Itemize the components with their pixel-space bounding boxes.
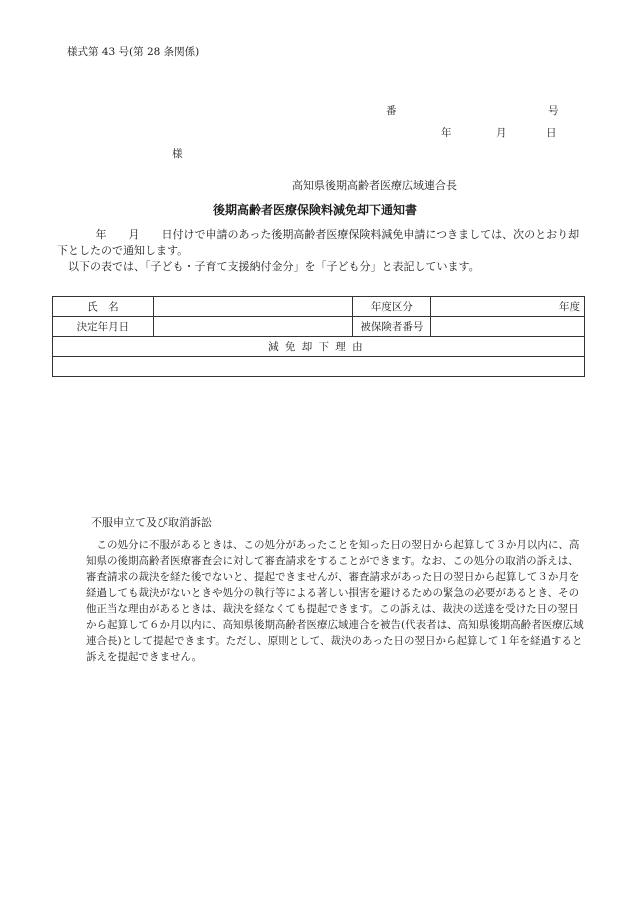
table-row xyxy=(53,297,585,317)
name-value xyxy=(153,297,353,317)
form-number: 様式第 43 号(第 28 条関係) xyxy=(67,46,200,58)
ban-label: 番 xyxy=(386,105,397,117)
reason-body xyxy=(53,357,585,377)
notice-table xyxy=(52,296,585,377)
appeal-text: この処分に不服があるときは、この処分があったことを知った日の翌日から起算して３か月以内に、高知県の後期高齢者医療審査会に対して審査請求をすることができます。なお、この処分の取消の訴えは、審査請求の裁決を経た後でないと、提起できませんが、審査請求があった日の翌日から起算して３か月を経過しても裁決がないときや処分の執行等による著しい損害を避けるための緊急の必要があるとき、その他正当な理由があるときは、裁決を経なくても提起できます。この訴えは、裁決の送達を受けた日の翌日から起算して６か月以内に、高知県後期高齢者医療広域連合を被告(代表者は、高知県後期高齢者医療広域連合長)として提起できます。ただし、原則として、裁決のあった日の翌日から起算して１年を経過すると訴えを提起できません。 xyxy=(86,539,584,663)
intro-text xyxy=(57,227,587,275)
issuer-name: 高知県後期高齢者医療広域連合長 xyxy=(292,179,457,192)
appeal-heading: 不服申立て及び取消訴訟 xyxy=(91,516,212,529)
document-title: 後期高齢者医療保険料減免却下通知書 xyxy=(212,203,417,217)
decision-date-label: 決定年月日 xyxy=(53,317,154,337)
day-label: 日 xyxy=(546,127,557,139)
intro-line-1: 年 月 日付けで申請のあった後期高齢者医療保険料減免申請につきましては、次のとおり却下としたので通知します。 xyxy=(57,228,580,257)
month-label: 月 xyxy=(496,127,507,139)
reason-header: 減免却下理由 xyxy=(53,337,585,357)
table-row xyxy=(53,337,585,357)
go-label: 号 xyxy=(548,105,559,117)
recipient-honorific: 様 xyxy=(172,148,183,160)
decision-date-value xyxy=(153,317,353,337)
fiscal-unit: 年度 xyxy=(431,297,585,317)
fiscal-label: 年度区分 xyxy=(353,297,431,317)
insured-number-value xyxy=(431,317,585,337)
name-label: 氏 名 xyxy=(53,297,154,317)
year-label: 年 xyxy=(441,127,452,139)
insured-number-label: 被保険者番号 xyxy=(353,317,431,337)
table-row xyxy=(53,317,585,337)
table-row xyxy=(53,357,585,377)
intro-line-2: 以下の表では、「子ども・子育て支援納付金分」を「子ども分」と表記しています。 xyxy=(68,260,480,273)
